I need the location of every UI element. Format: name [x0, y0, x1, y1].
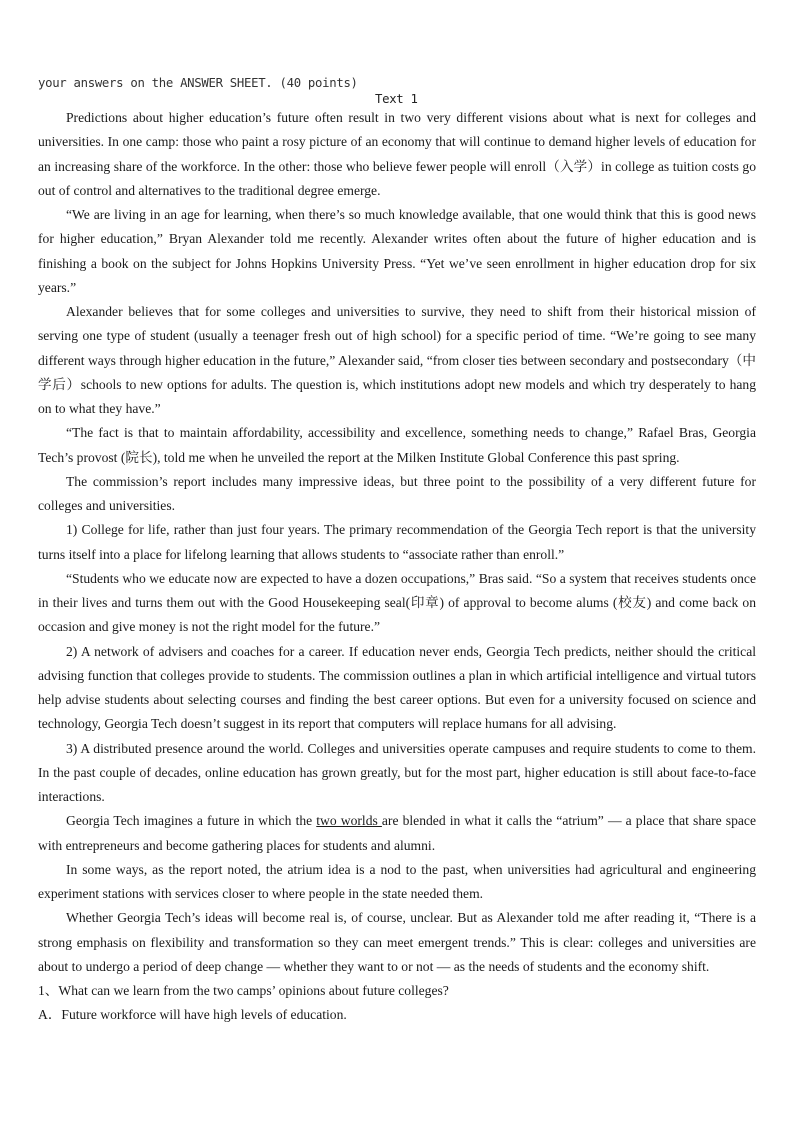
paragraph: “The fact is that to maintain affordability, accessibility and excellence, something needs to change,” Rafael Bras, Georgia Tech’s provost (院长), told me when he unveiled the report at the Milken Institute Global Conference this past spring. — [38, 425, 756, 465]
instructions-text: your answers on the ANSWER SHEET. (40 points) — [38, 76, 358, 90]
paragraph: “We are living in an age for learning, when there’s so much knowledge available, that one would think that this is good news for higher education,” Bryan Alexander told me recently. Alexander writes often about the future of higher education and is finishing a book on the subject for Johns Hopkins University Press. “Yet we’ve seen enrollment in higher education drop for six years.” — [38, 207, 756, 295]
paragraph: In some ways, as the report noted, the atrium idea is a nod to the past, when universities had agricultural and engineering experiment stations with services closer to where people in the state needed them. — [38, 861, 756, 901]
paragraph: 1) College for life, rather than just four years. The primary recommendation of the Georgia Tech report is that the university turns itself into a place for lifelong learning that allows students to “associate rather than enroll.” — [38, 522, 756, 562]
atrium-text-after: are blended in what it calls the “atrium” — a place that share space with entrepreneurs and become gathering places for students and alumni. — [38, 813, 756, 853]
paragraph: 2) A network of advisers and coaches for a career. If education never ends, Georgia Tech predicts, neither should the critical advising function that colleges provide to students. The commission outlines a plan in which artificial intelligence and virtual tutors help advise students about selecting courses and finding the best career options. But even for a university focused on science and technology, Georgia Tech doesn’t suggest in its report that computers will replace humans for all advising. — [38, 643, 756, 732]
paragraph: “Students who we educate now are expected to have a dozen occupations,” Bras said. “So a system that receives students once in their lives and turns them out with the Good Housekeeping seal(印章) of approval to become alums (校友) and come back on occasion and give money is not the right model for the future.” — [38, 570, 756, 635]
paragraph: Predictions about higher education’s future often result in two very different visions about what is next for colleges and universities. In one camp: those who paint a rosy picture of an economy that will continue to demand higher levels of education for an increasing share of the workforce. In the other: those who believe fewer people will enroll（入学）in college as tuition costs go out of control and alternatives to the traditional degree emerge. — [38, 110, 756, 198]
paragraph: Alexander believes that for some colleges and universities to survive, they need to shift from their historical mission of serving one type of student (usually a teenager fresh out of high school) for a specific period of time. “We’re going to see many different ways through higher education in the future,” Alexander said, “from closer ties between secondary and postsecondary（中学后）schools to new options for adults. The question is, which institutions adopt new models and which try desperately to hang on to what they have.” — [38, 304, 756, 416]
passage-title: Text 1 — [375, 92, 418, 106]
paragraph: 3) A distributed presence around the world. Colleges and universities operate campuses and require students to come to them. In the past couple of decades, online education has grown greatly, but for the most part, higher education is still about face-to-face interactions. — [38, 740, 756, 804]
question-1: 1、What can we learn from the two camps’ opinions about future colleges? — [38, 983, 449, 998]
atrium-text-before: Georgia Tech imagines a future in which the — [66, 813, 317, 829]
paragraph: Whether Georgia Tech’s ideas will become real is, of course, unclear. But as Alexander told me after reading it, “There is a strong emphasis on flexibility and transformation so they can meet emergent trends.” This is clear: colleges and universities are about to undergo a period of deep change — whether they want to or not — as the needs of students and the economy shift. — [38, 910, 756, 974]
paragraph: The commission’s report includes many impressive ideas, but three point to the possibility of a very different future for colleges and universities. — [38, 473, 756, 513]
passage-body — [38, 106, 756, 1028]
underlined-phrase: two worlds — [316, 813, 382, 829]
question-1-option-a: A．Future workforce will have high levels of education. — [38, 1007, 347, 1023]
paragraph-atrium — [38, 809, 756, 858]
